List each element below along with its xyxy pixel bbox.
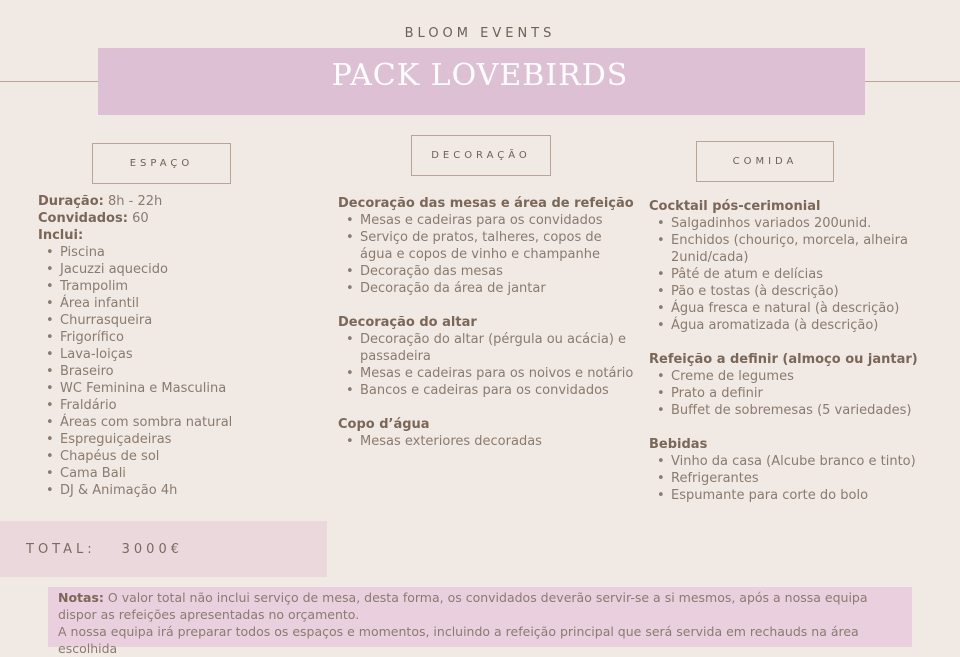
list-item: • Água fresca e natural (à descrição) xyxy=(649,300,919,317)
section-title: Copo d’água xyxy=(338,417,430,432)
convidados-value: 60 xyxy=(132,211,149,226)
list-item: • WC Feminina e Masculina xyxy=(38,380,318,397)
list-item: • Água aromatizada (à descrição) xyxy=(649,317,919,334)
list-item: • Mesas e cadeiras para os noivos e notário xyxy=(338,365,634,382)
notes-text-1: O valor total não inclui serviço de mesa, desta forma, os convidados deverão servir-se a si mesmos, após a nossa equipa dispor as refeições apresentadas no orçamento. xyxy=(58,590,868,622)
list-item: • Serviço de pratos, talheres, copos de água e copos de vinho e champanhe xyxy=(338,229,634,263)
list-item: • Salgadinhos variados 200unid. xyxy=(649,215,919,232)
comida-section-refeicao xyxy=(649,351,919,419)
section-title: Bebidas xyxy=(649,437,708,452)
list-item: • Pâté de atum e delícias xyxy=(649,266,919,283)
decoracao-heading: DECORAÇÃO xyxy=(431,150,531,161)
list-item: • Braseiro xyxy=(38,363,318,380)
list-item: • Fraldário xyxy=(38,397,318,414)
section-title: Decoração das mesas e área de refeição xyxy=(338,196,634,211)
page-title: PACK LOVEBIRDS xyxy=(331,58,629,93)
section-title: Refeição a definir (almoço ou jantar) xyxy=(649,352,918,367)
list-item: • Vinho da casa (Alcube branco e tinto) xyxy=(649,453,919,470)
espaco-heading-box xyxy=(92,143,231,184)
notes-label: Notas: xyxy=(58,590,104,605)
list-item: • Decoração do altar (pérgula ou acácia) e passadeira xyxy=(338,331,634,365)
total-panel xyxy=(0,521,327,577)
notes-text-2: A nossa equipa irá preparar todos os espaços e momentos, incluindo a refeição principal que será servida em rechauds na área escolhida xyxy=(58,624,859,656)
decoracao-column xyxy=(338,195,634,450)
list-item: • Prato a definir xyxy=(649,385,919,402)
list-item: • Refrigerantes xyxy=(649,470,919,487)
comida-heading: COMIDA xyxy=(732,156,798,167)
list-item: • DJ & Animação 4h xyxy=(38,482,318,499)
list-item: • Decoração das mesas xyxy=(338,263,634,280)
comida-section-bebidas xyxy=(649,436,919,504)
notes-panel xyxy=(48,587,912,656)
espaco-heading: ESPAÇO xyxy=(129,158,194,169)
duracao-row xyxy=(38,193,318,210)
list-item: • Churrasqueira xyxy=(38,312,318,329)
duracao-value: 8h - 22h xyxy=(107,194,163,209)
list-item: • Bancos e cadeiras para os convidados xyxy=(338,382,634,399)
decoracao-heading-box xyxy=(411,135,551,176)
decoracao-section-mesas xyxy=(338,195,634,297)
list-item: • Jacuzzi aquecido xyxy=(38,261,318,278)
decoracao-section-altar xyxy=(338,314,634,399)
total-label: TOTAL: xyxy=(26,541,96,557)
section-title: Cocktail pós-cerimonial xyxy=(649,199,821,214)
total-value: 3000€ xyxy=(121,541,183,557)
comida-heading-box xyxy=(696,141,834,182)
list-item: • Creme de legumes xyxy=(649,368,919,385)
list-item: • Enchidos (chouriço, morcela, alheira 2unid/cada) xyxy=(649,232,919,266)
list-item: • Área infantil xyxy=(38,295,318,312)
convidados-row xyxy=(38,210,318,227)
convidados-label: Convidados: xyxy=(38,211,128,226)
list-item: • Piscina xyxy=(38,244,318,261)
comida-column xyxy=(649,198,919,504)
notes-paragraph-1 xyxy=(58,589,902,623)
section-title: Decoração do altar xyxy=(338,315,477,330)
list-item: • Cama Bali xyxy=(38,465,318,482)
list-item: • Espreguiçadeiras xyxy=(38,431,318,448)
espaco-list xyxy=(38,244,318,499)
list-item: • Mesas e cadeiras para os convidados xyxy=(338,212,634,229)
list-item: • Pão e tostas (à descrição) xyxy=(649,283,919,300)
list-item: • Lava-loiças xyxy=(38,346,318,363)
list-item: • Mesas exteriores decoradas xyxy=(338,433,634,450)
espaco-column xyxy=(38,193,318,499)
list-item: • Espumante para corte do bolo xyxy=(649,487,919,504)
duracao-label: Duração: xyxy=(38,194,104,209)
brand-name: BLOOM EVENTS xyxy=(404,26,556,41)
comida-section-cocktail xyxy=(649,198,919,334)
inclui-label: Inclui: xyxy=(38,228,84,243)
list-item: • Buffet de sobremesas (5 variedades) xyxy=(649,402,919,419)
list-item: • Trampolim xyxy=(38,278,318,295)
list-item: • Decoração da área de jantar xyxy=(338,280,634,297)
decoracao-section-copo xyxy=(338,416,634,450)
list-item: • Frigorífico xyxy=(38,329,318,346)
list-item: • Áreas com sombra natural xyxy=(38,414,318,431)
list-item: • Chapéus de sol xyxy=(38,448,318,465)
